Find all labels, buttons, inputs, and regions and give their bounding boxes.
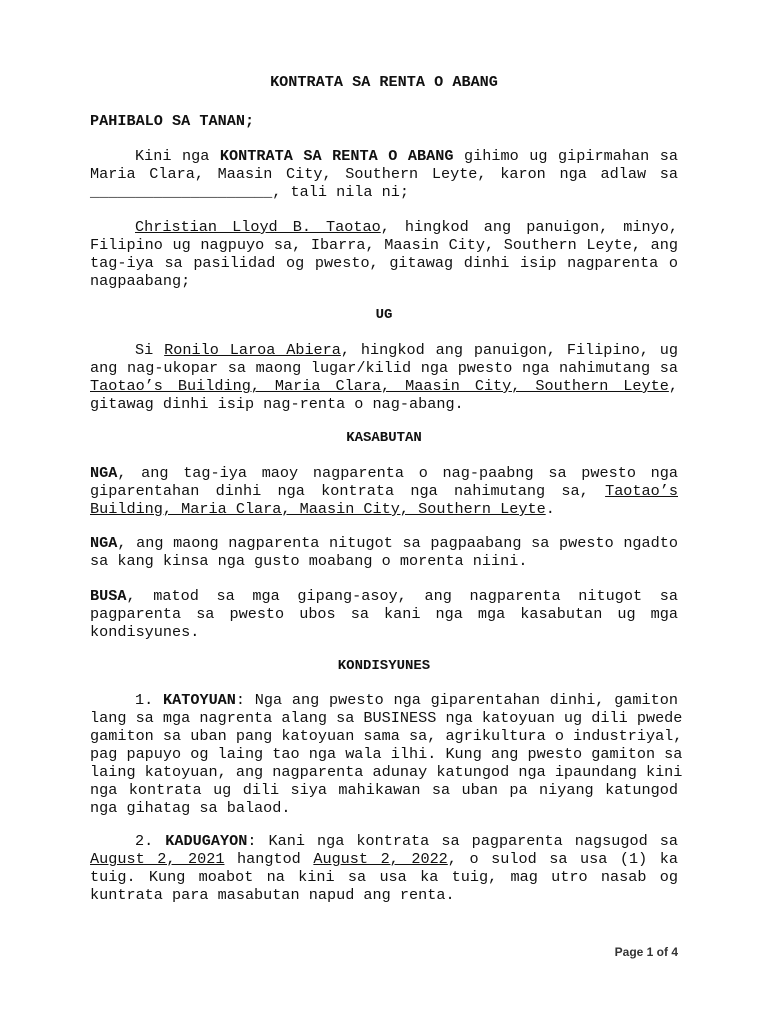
party-owner-paragraph: Christian Lloyd B. Taotao, hingkod ang panuigon, minyo, Filipino ug nagpuyo sa, Ibarra, Maasin City, Southern Leyte, ang tag-iya sa pasilidad og pwesto, gitawag dinhi isip nagparenta o nagpaabang; (90, 218, 678, 290)
document-title: KONTRATA SA RENTA O ABANG (270, 73, 498, 91)
salutation: PAHIBALO SA TANAN; (90, 112, 255, 130)
kondisyunes-heading: KONDISYUNES (337, 658, 431, 674)
page-number: Page 1 of 4 (614, 945, 678, 959)
kasabutan-heading: KASABUTAN (346, 430, 422, 446)
intro-paragraph: Kini nga KONTRATA SA RENTA O ABANG gihimo ug gipirmahan sa Maria Clara, Maasin City, Southern Leyte, karon nga adlaw sa ____________________, tali nila ni; (90, 147, 678, 201)
tenant-name: Ronilo Laroa Abiera (164, 341, 341, 359)
ug-heading: UG (375, 307, 393, 323)
owner-name: Christian Lloyd B. Taotao (135, 218, 381, 236)
end-date: August 2, 2022 (313, 850, 448, 868)
condition-1-katoyuan: 1. KATOYUAN: Nga ang pwesto nga giparentahan dinhi, gamiton lang sa mga nagrenta alang sa BUSINESS nga katoyuan ug dili pwede gamiton sa uban pang katoyuan sama sa, agrikultura o industriyal, pag papuyo og laing tao nga wala ilhi. Kung ang pwesto gamiton sa laing katoyuan, ang nagparenta adunay katungod nga ipaundang kini nga kontrata ug dili siya mahikawan sa uban pa niyang katungod nga gihatag sa balaod. (90, 691, 683, 817)
condition-2-kadugayon: 2. KADUGAYON: Kani nga kontrata sa pagparenta nagsugod sa August 2, 2021 hangtod August 2, 2022, o sulod sa usa (1) ka tuig. Kung moabot na kini sa usa ka tuig, mag utro nasab og kuntrata para masabutan napud ang renta. (90, 832, 678, 904)
nga-clause-1: NGA, ang tag-iya maoy nagparenta o nag-paabng sa pwesto nga giparentahan dinhi nga kontrata nga nahimutang sa, Taotao’s Building, Maria Clara, Maasin City, Southern Leyte. (90, 464, 678, 518)
property-address: Taotao’s Building, Maria Clara, Maasin City, Southern Leyte (90, 377, 669, 395)
nga-clause-2: NGA, ang maong nagparenta nitugot sa pagpaabang sa pwesto ngadto sa kang kinsa nga gusto moabang o morenta niini. (90, 534, 678, 570)
party-tenant-paragraph: Si Ronilo Laroa Abiera, hingkod ang panuigon, Filipino, ug ang nag-ukopar sa maong lugar/kilid nga pwesto nga nahimutang sa Taotao’s Building, Maria Clara, Maasin City, Southern Leyte, gitawag dinhi isip nag-renta o nag-abang. (90, 341, 678, 413)
busa-clause: BUSA, matod sa mga gipang-asoy, ang nagparenta nitugot sa pagparenta sa pwesto ubos sa kani nga mga kasabutan ug mga kondisyunes. (90, 587, 678, 641)
start-date: August 2, 2021 (90, 850, 225, 868)
